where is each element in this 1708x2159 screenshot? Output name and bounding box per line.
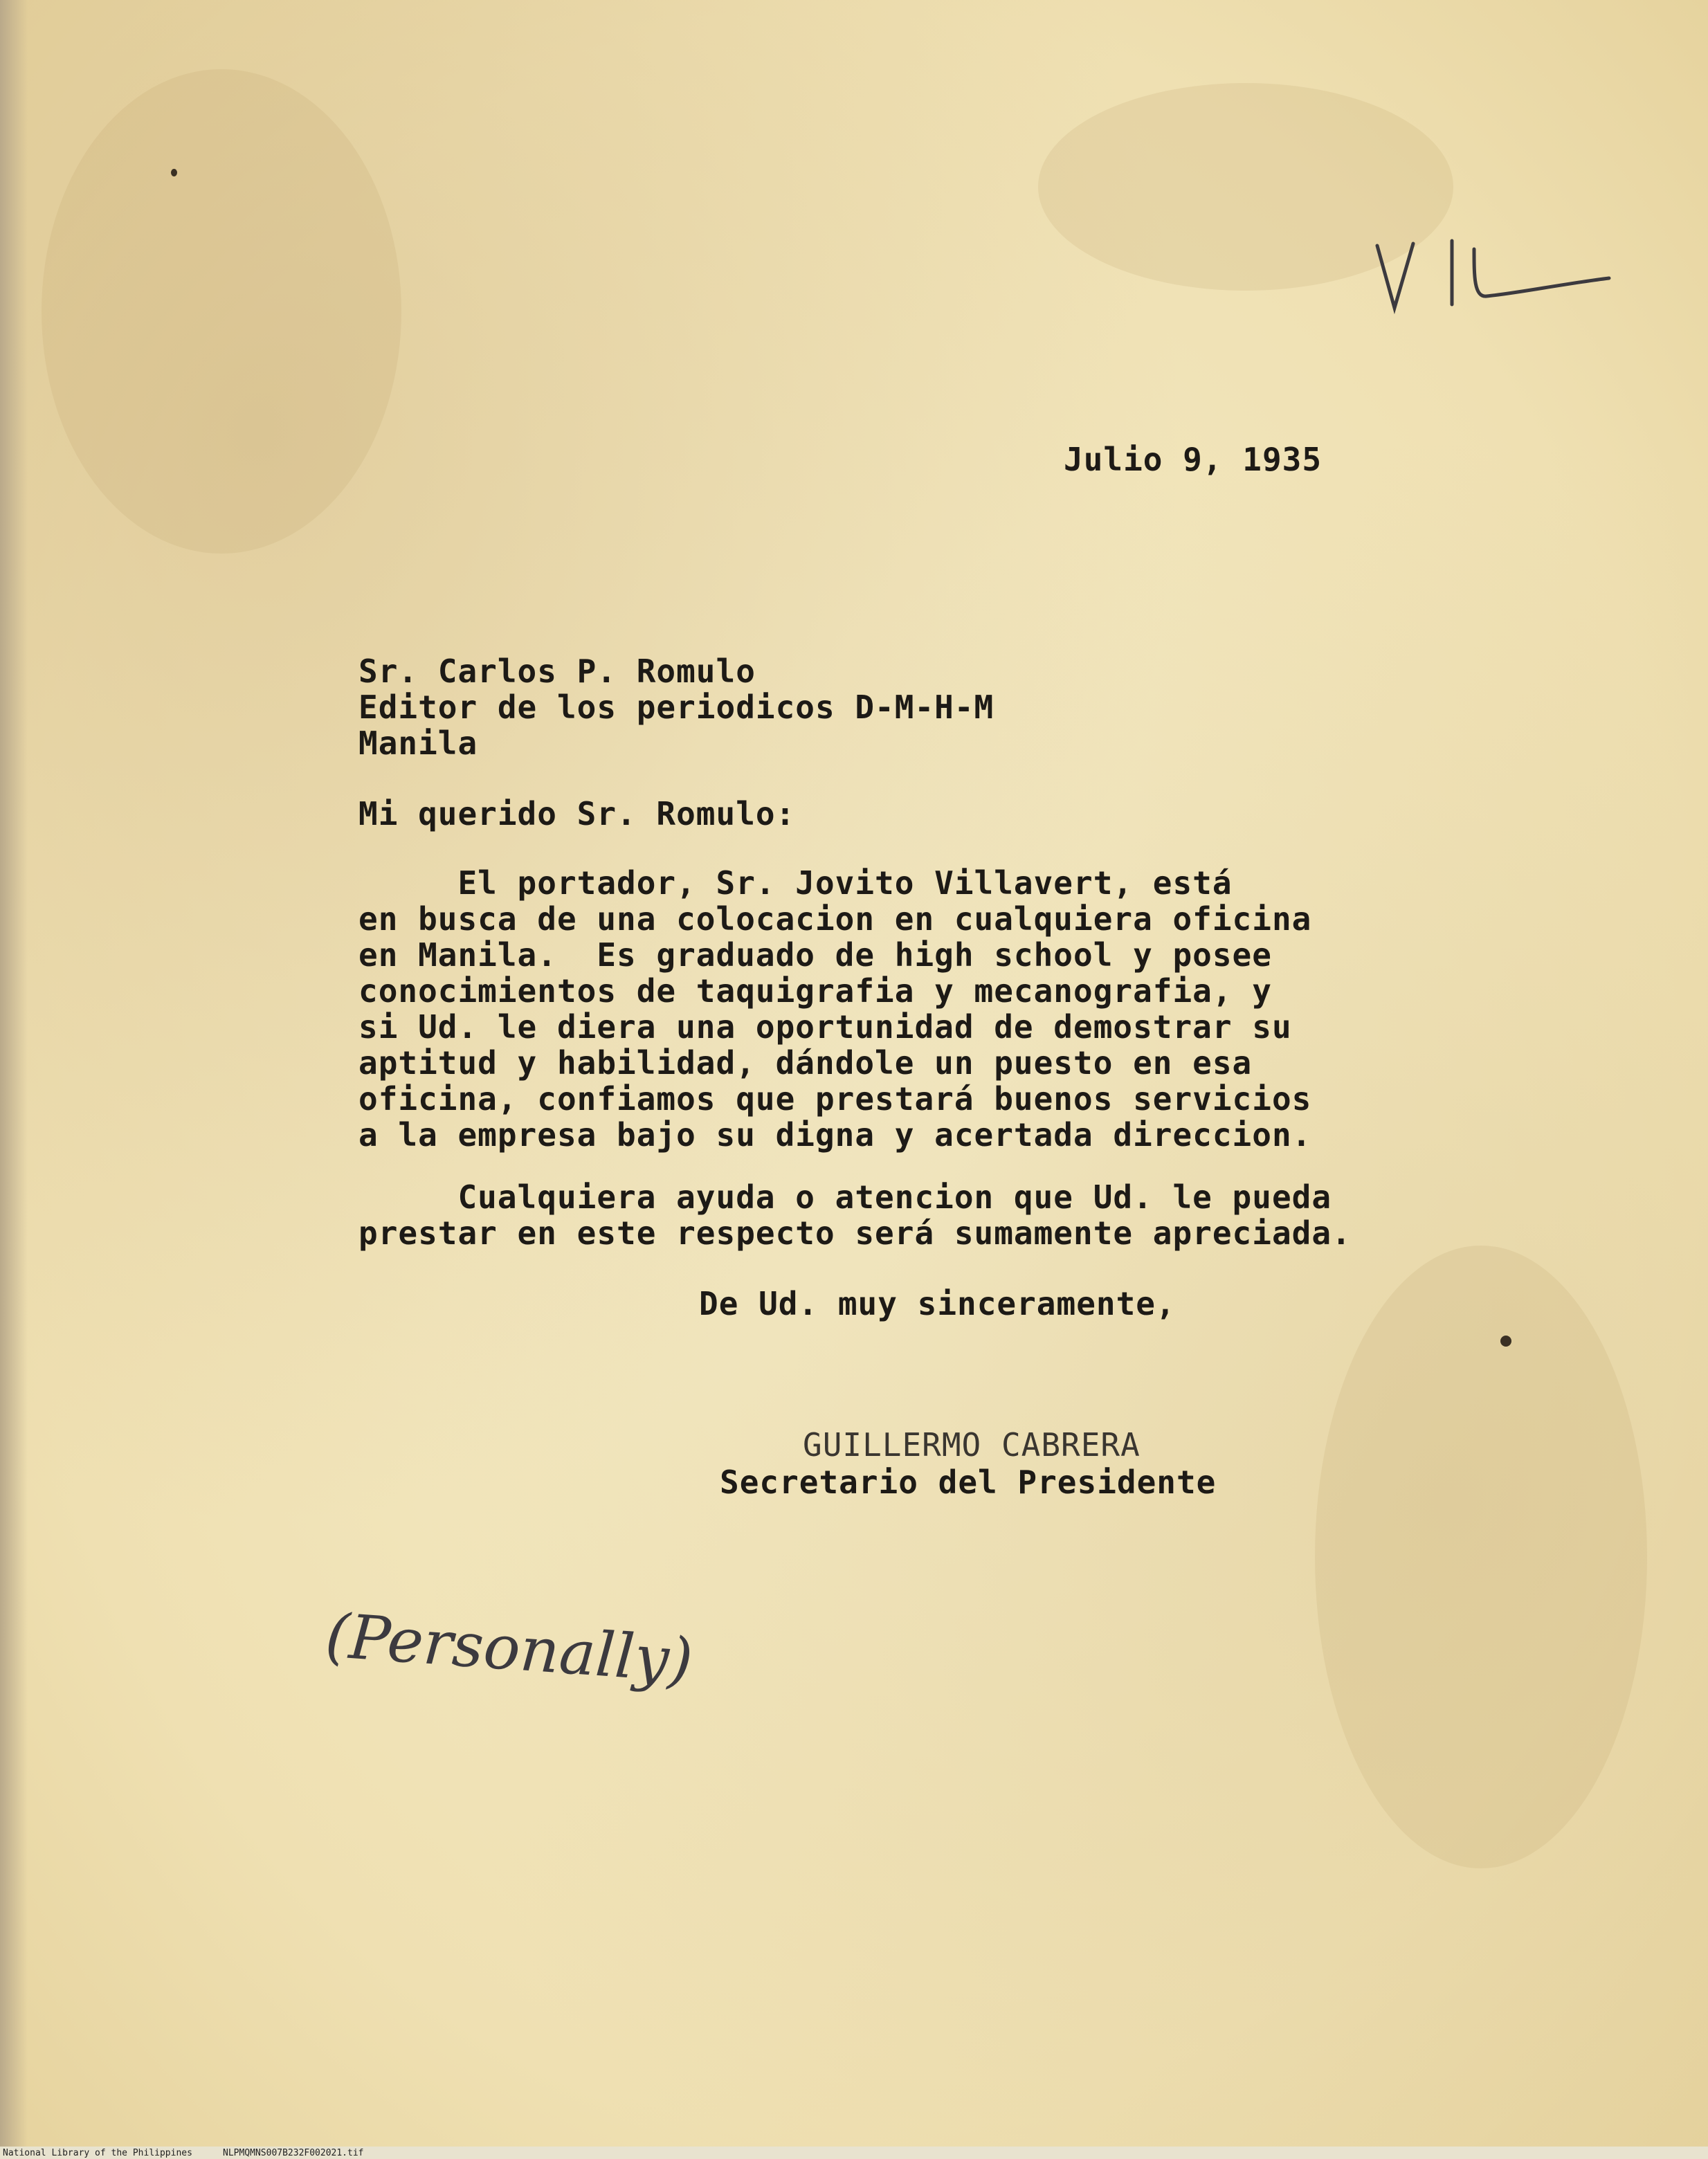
- body-line: Cualquiera ayuda o atencion que Ud. le pueda: [358, 1178, 1332, 1216]
- body-line: si Ud. le diera una oportunidad de demostrar su: [358, 1008, 1292, 1046]
- paper-stain: [42, 69, 401, 554]
- recipient-city: Manila: [358, 725, 478, 762]
- body-line: aptitud y habilidad, dándole un puesto en esa: [358, 1044, 1253, 1082]
- footer-file-id: NLPMQMNS007B232F002021.tif: [223, 2148, 364, 2158]
- body-line: El portador, Sr. Jovito Villavert, está: [358, 864, 1233, 902]
- letter-date: Julio 9, 1935: [1064, 441, 1323, 478]
- body-line: en Manila. Es graduado de high school y posee: [358, 936, 1272, 974]
- footer-institution: National Library of the Philippines: [3, 2148, 192, 2158]
- body-line: prestar en este respecto será sumamente apreciada.: [358, 1214, 1352, 1252]
- body-line: a la empresa bajo su digna y acertada direccion.: [358, 1116, 1312, 1154]
- body-line: en busca de una colocacion en cualquiera oficina: [358, 900, 1312, 938]
- body-line: conocimientos de taquigrafia y mecanografia, y: [358, 972, 1272, 1010]
- recipient-name: Sr. Carlos P. Romulo: [358, 653, 756, 690]
- ink-spot: [171, 169, 177, 176]
- ink-spot: [1500, 1336, 1511, 1347]
- body-line: oficina, confiamos que prestará buenos servicios: [358, 1080, 1312, 1118]
- signer-name: GUILLERMO CABRERA: [803, 1426, 1141, 1464]
- signer-title: Secretario del Presidente: [720, 1464, 1217, 1501]
- salutation: Mi querido Sr. Romulo:: [358, 795, 796, 832]
- page-edge-shadow: [0, 0, 28, 2147]
- handwritten-mark: [1370, 228, 1619, 318]
- closing: De Ud. muy sinceramente,: [699, 1285, 1176, 1322]
- paper-stain: [1315, 1246, 1647, 1868]
- handwritten-note: (Personally): [323, 1599, 696, 1697]
- recipient-position: Editor de los periodicos D-M-H-M: [358, 689, 994, 726]
